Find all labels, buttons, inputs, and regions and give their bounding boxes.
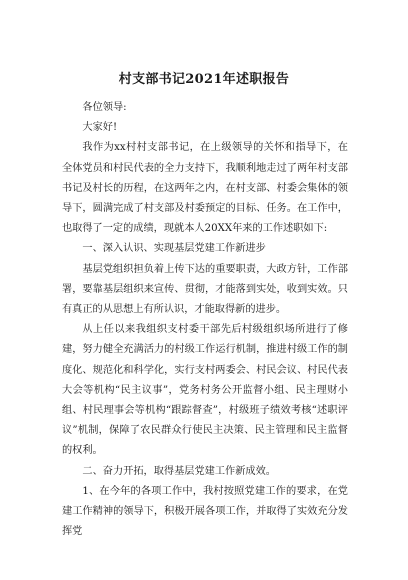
document-body: [62, 98, 348, 542]
document-title: 村支部书记2021年述职报告: [118, 72, 290, 87]
paragraph-section-2a: 1、在今年的各项工作中，我村按照党建工作的要求，在党建工作精神的领导下，积极开展各项工作，并取得了实效充分发挥党: [62, 485, 348, 538]
paragraph-section-1b: 从上任以来我组织支村委干部先后村级组织场所进行了修建，努力健全充满活力的村级工作运行机制，推进村级工作的制度化、规范化和科学化，实行支村两委会、村民会议、村民代表大会等机构“民主议事”，党务村务公开监督小组、民主理财小组、村民理事会等机构“跟踪督查”，村级班子绩效考核“述职评议”机制，保障了农民群众行使民主决策、民主管理和民主监督的权利。: [62, 324, 348, 457]
paragraph-section-1a: 基层党组织担负着上传下达的重要职责，大政方针，工作部署，要靠基层组织来宣传、贯彻，才能落到实处，收到实效。只有真正的从思想上有所认识，才能取得新的进步。: [62, 263, 348, 316]
paragraph-intro: 我作为xx村村支部书记，在上级领导的关怀和指导下，在全体党员和村民代表的全力支持下，我顺利地走过了两年村支部书记及村长的历程，在这两年之内，在村支部、村委会集体的领导下，圆满完成了村支部及村委预定的目标、任务。在工作中，也取得了一定的成绩，现就本人20XX年来的工作述职如下:: [62, 142, 348, 235]
salutation: 各位领导:: [82, 102, 127, 113]
section-heading-2: 二、奋力开拓，取得基层党建工作新成效。: [82, 465, 276, 477]
greeting: 大家好!: [82, 122, 118, 134]
section-heading-1: 一、深入认识、实现基层党建工作新进步: [82, 243, 266, 255]
